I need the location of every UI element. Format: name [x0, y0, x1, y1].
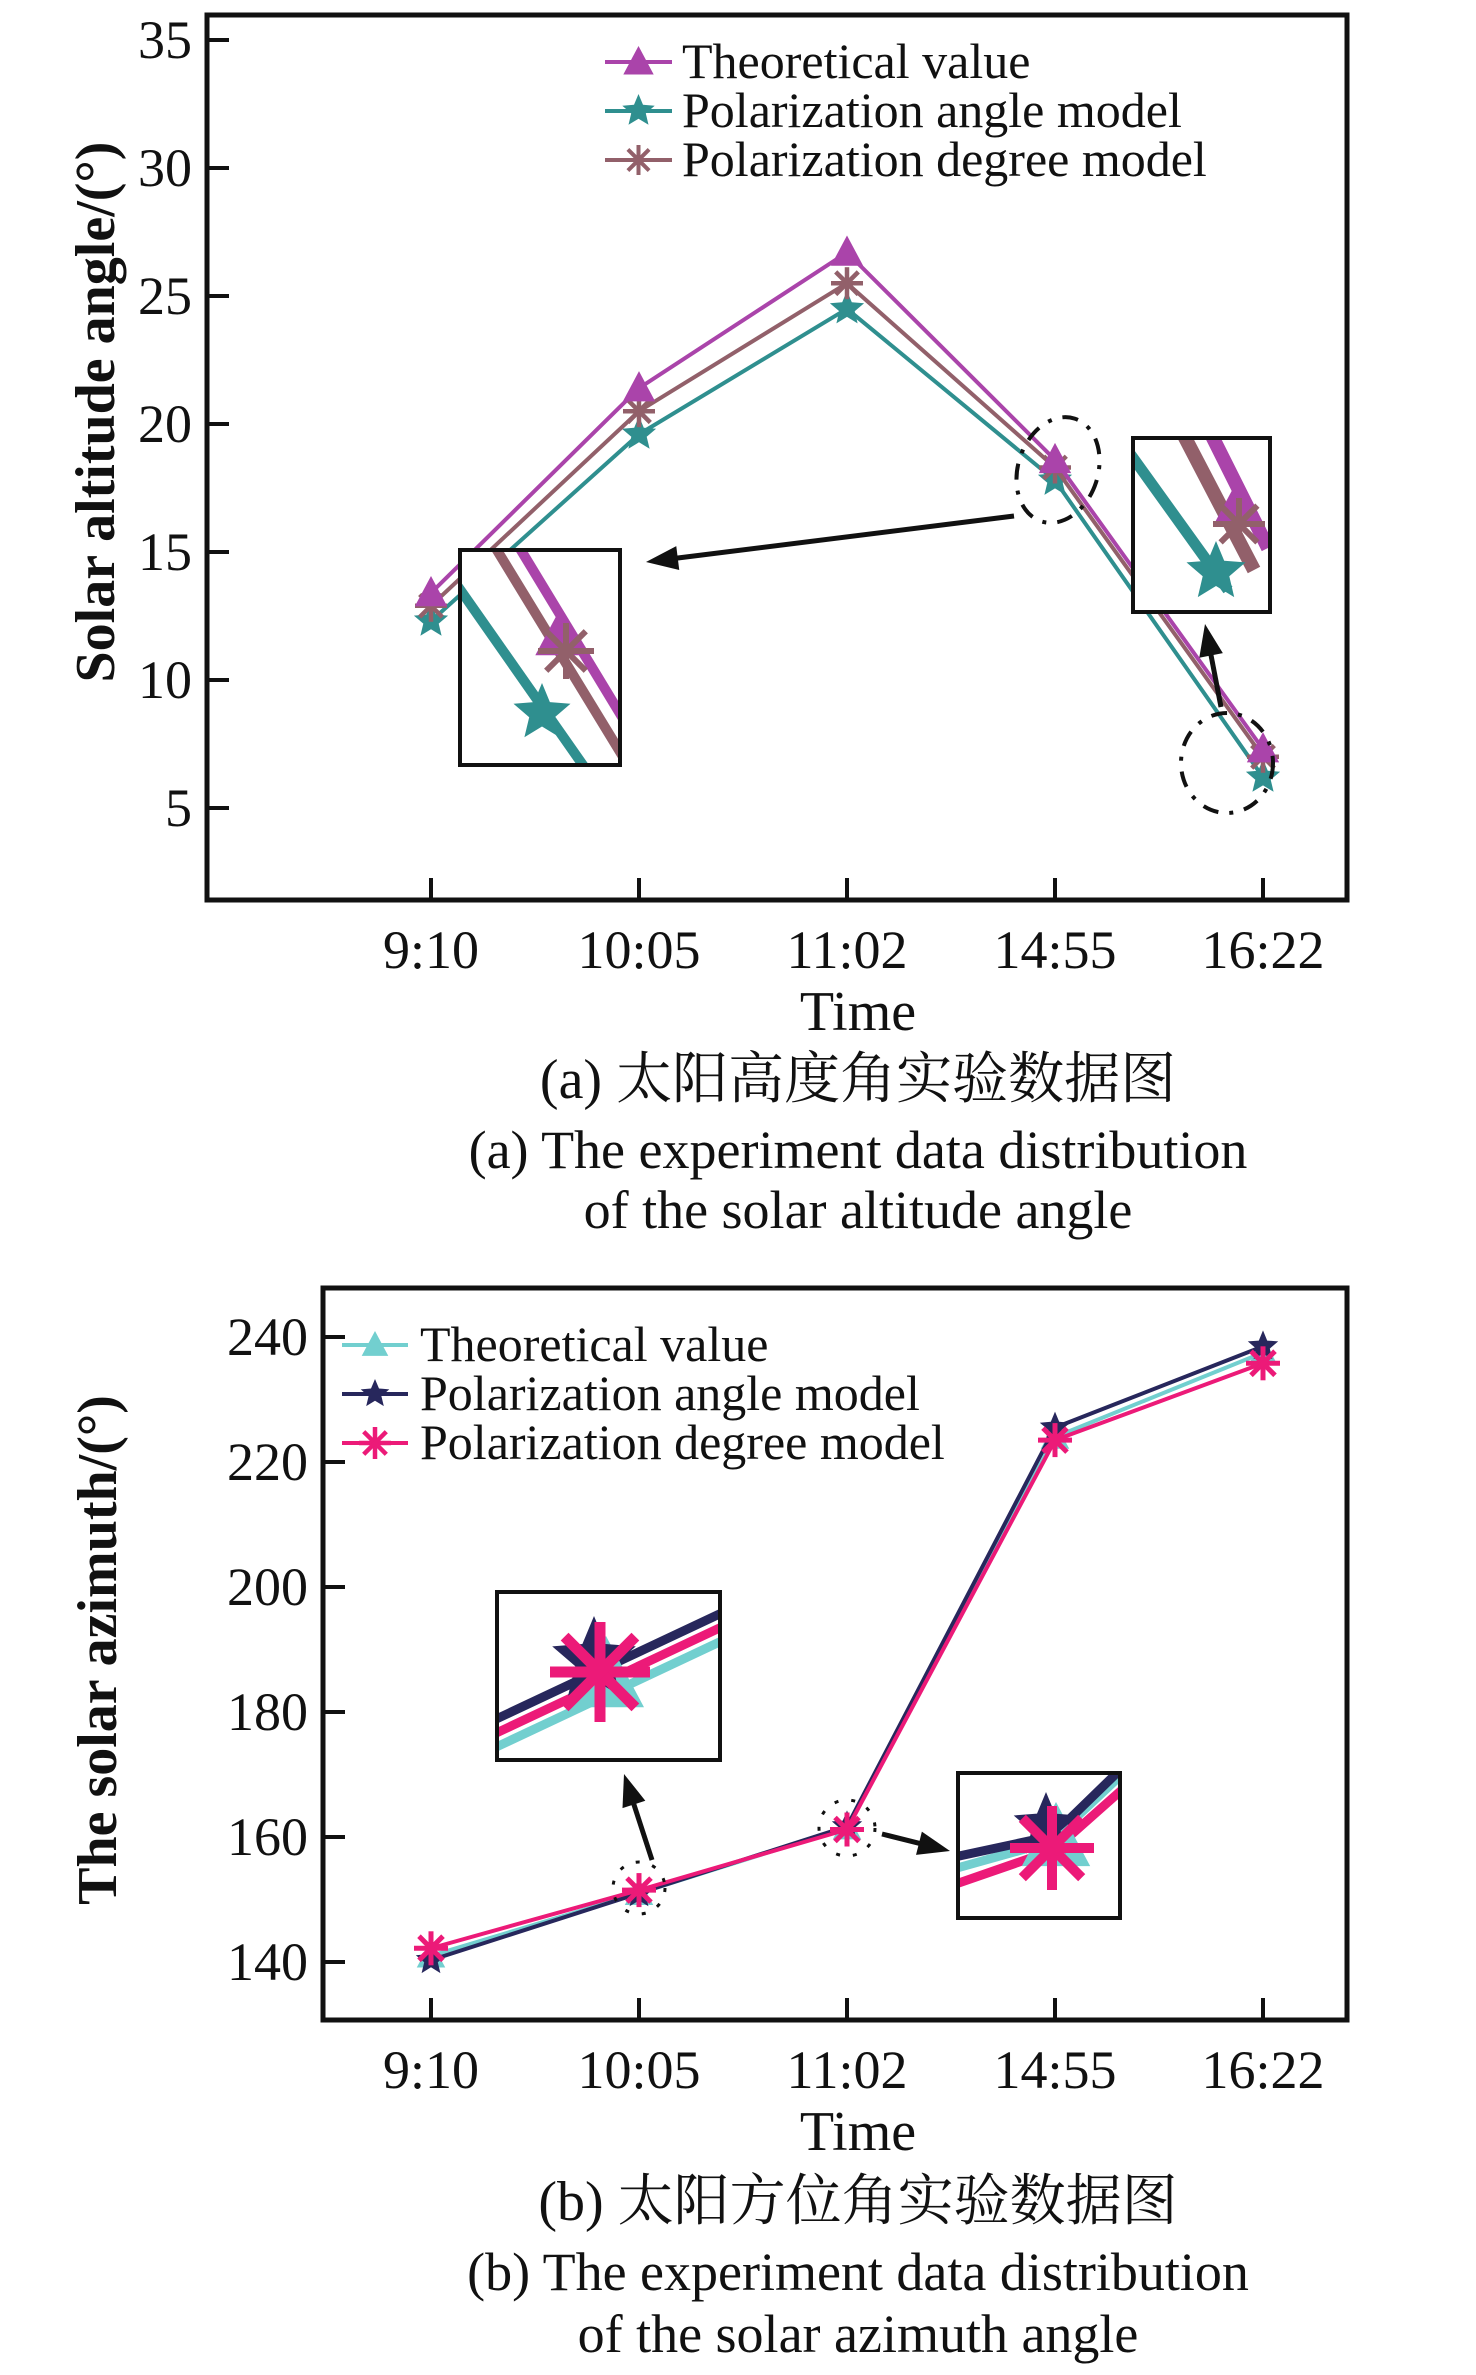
y-tick-label: 180 [227, 1682, 308, 1742]
asterisk-marker [414, 1931, 448, 1965]
chart-b-x-axis [383, 1998, 1325, 2100]
y-tick-label: 25 [138, 266, 192, 326]
legend-label: Theoretical value [420, 1316, 769, 1372]
y-tick-label: 10 [138, 650, 192, 710]
arrow-shaft [670, 516, 1014, 559]
chart-b-x-axis-title: Time [799, 2101, 917, 2163]
chart-a-x-axis [383, 878, 1325, 980]
chart-b-legend [342, 1316, 945, 1470]
legend-label: Polarization degree model [682, 131, 1207, 187]
asterisk-marker [830, 1813, 864, 1847]
chart-a-x-axis-title: Time [799, 981, 917, 1043]
x-tick-label: 9:10 [382, 2040, 480, 2100]
asterisk-marker [622, 1873, 656, 1907]
arrow-head [622, 1774, 645, 1808]
y-tick-label: 240 [227, 1307, 308, 1367]
chart-a-caption-en-1: (a) The experiment data distribution [468, 1120, 1248, 1180]
arrow-shaft [631, 1797, 652, 1860]
legend-asterisk-icon [359, 1427, 391, 1459]
inset-asterisk [550, 1622, 650, 1722]
inset-zoom-clipA2 [1126, 428, 1270, 612]
arrow-head [1199, 624, 1223, 658]
x-tick-label: 9:10 [382, 920, 480, 980]
arrow-to-inset-a1 [646, 516, 1014, 570]
chart-a-caption-en-2: of the solar altitude angle [583, 1180, 1133, 1240]
inset-zoom-clipB1 [490, 1592, 728, 1760]
chart-b-y-axis [227, 1307, 345, 1992]
legend-asterisk-icon [624, 145, 654, 175]
x-tick-label: 16:22 [1201, 920, 1325, 980]
legend-item-theoretical-value [342, 1316, 768, 1372]
y-tick-label: 5 [165, 778, 192, 838]
chart-b-caption-en-2: of the solar azimuth angle [577, 2304, 1139, 2364]
legend-star-icon [361, 1379, 390, 1406]
legend-item-polarization-degree-model [605, 131, 1207, 187]
y-tick-label: 200 [227, 1557, 308, 1617]
y-tick-label: 140 [227, 1932, 308, 1992]
x-tick-label: 10:05 [577, 920, 701, 980]
x-tick-label: 14:55 [993, 920, 1117, 980]
arrow-head [646, 546, 679, 570]
arrow-to-inset-b2 [882, 1832, 950, 1855]
chart-a-y-axis-title: Solar altitude angle/(°) [65, 141, 127, 683]
asterisk-marker [1246, 1346, 1280, 1380]
y-tick-label: 160 [227, 1807, 308, 1867]
chart-b-caption-zh: (b) 太阳方位角实验数据图 [538, 2171, 1178, 2233]
x-tick-label: 14:55 [993, 2040, 1117, 2100]
triangle-marker [623, 371, 655, 401]
legend-item-polarization-angle-model [342, 1365, 920, 1421]
chart-a-annotations [452, 406, 1273, 813]
y-tick-label: 20 [138, 394, 192, 454]
inset-zoom-clipA1 [452, 542, 636, 778]
legend-star-icon [622, 94, 654, 125]
x-tick-label: 11:02 [786, 920, 908, 980]
legend-item-polarization-degree-model [342, 1414, 945, 1470]
y-tick-label: 15 [138, 522, 192, 582]
chart-a-y-axis [138, 10, 229, 838]
asterisk-marker [831, 267, 863, 299]
chart-b-caption-en-1: (b) The experiment data distribution [467, 2242, 1249, 2302]
legend-label: Polarization angle model [420, 1365, 920, 1421]
chart-b [227, 1288, 1347, 2100]
chart-a [138, 10, 1347, 980]
legend-label: Theoretical value [682, 33, 1031, 89]
legend-label: Polarization angle model [682, 82, 1182, 138]
asterisk-marker [1038, 1423, 1072, 1457]
triangle-marker [831, 235, 863, 265]
inset-asterisk [1213, 498, 1265, 550]
chart-b-y-axis-title: The solar azimuth/(°) [67, 1395, 129, 1905]
legend-item-polarization-angle-model [605, 82, 1182, 138]
chart-b-annotations [490, 1592, 1124, 1918]
legend-label: Polarization degree model [420, 1414, 945, 1470]
x-tick-label: 10:05 [577, 2040, 701, 2100]
inset-asterisk [1010, 1806, 1094, 1890]
inset-asterisk [538, 623, 594, 679]
x-tick-label: 16:22 [1201, 2040, 1325, 2100]
x-tick-label: 11:02 [786, 2040, 908, 2100]
arrow-head [916, 1832, 950, 1855]
chart-a-caption-zh: (a) 太阳高度角实验数据图 [539, 1049, 1177, 1111]
y-tick-label: 30 [138, 138, 192, 198]
legend-item-theoretical-value [605, 33, 1030, 89]
chart-a-legend [605, 33, 1207, 187]
arrow-to-inset-b1 [622, 1774, 652, 1860]
y-tick-label: 35 [138, 10, 192, 70]
inset-zoom-clipB2 [950, 1768, 1124, 1918]
y-tick-label: 220 [227, 1432, 308, 1492]
